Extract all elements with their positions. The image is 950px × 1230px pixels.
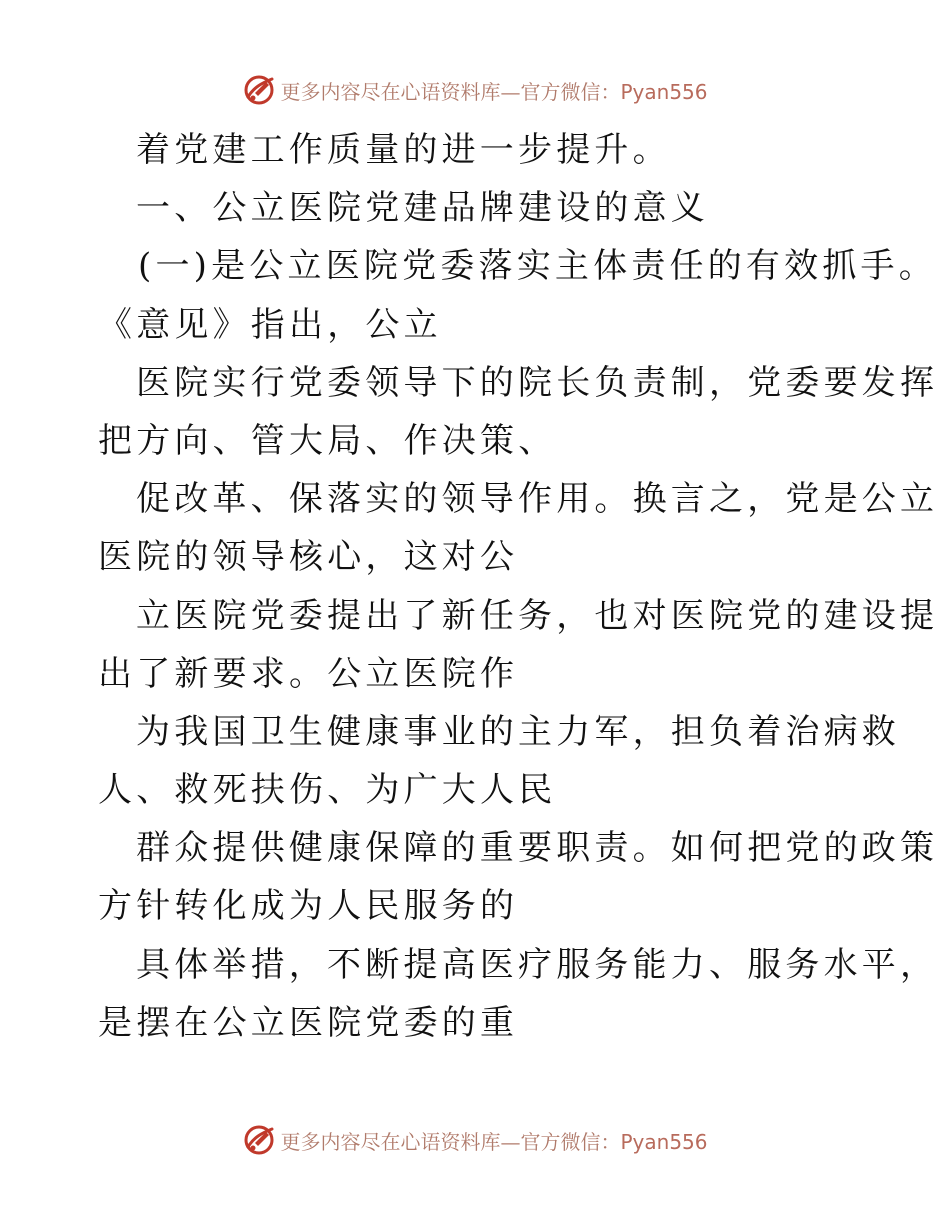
paragraph-line: 医院实行党委领导下的院长负责制，党委要发挥 — [136, 362, 939, 403]
paragraph-line: 着党建工作质量的进一步提升。 — [136, 130, 671, 170]
paragraph-line: 为我国卫生健康事业的主力军，担负着治病救 — [136, 711, 900, 752]
paragraph-line: 人、救死扶伤、为广大人民 — [98, 770, 557, 811]
paragraph-line: 是摆在公立医院党委的重 — [98, 1002, 519, 1043]
paragraph-line: 医院的领导核心，这对公 — [98, 537, 519, 578]
brush-logo-icon — [242, 73, 276, 107]
section-heading: 一、公立医院党建品牌建设的意义 — [136, 188, 709, 229]
header-watermark — [0, 70, 950, 110]
subsection-heading: (一)是公立医院党委落实主体责任的有效抓手。 — [138, 246, 937, 287]
paragraph-line: 群众提供健康保障的重要职责。如何把党的政策 — [136, 828, 939, 869]
paragraph-line: 把方向、管大局、作决策、 — [98, 420, 557, 461]
paragraph-line: 方针转化成为人民服务的 — [98, 886, 519, 927]
watermark-id: Pyan556 — [620, 79, 708, 104]
document-body — [98, 121, 939, 1052]
paragraph-line: 《意见》指出，公立 — [98, 304, 442, 345]
watermark-text: 更多内容尽在心语资料库—官方微信：Pyan556 — [280, 1129, 708, 1154]
watermark-id: Pyan556 — [620, 1129, 708, 1154]
paragraph-line: 出了新要求。公立医院作 — [98, 653, 519, 694]
footer-watermark — [0, 1120, 950, 1160]
paragraph-line: 立医院党委提出了新任务，也对医院党的建设提 — [136, 595, 939, 636]
paragraph-line: 促改革、保落实的领导作用。换言之，党是公立 — [136, 479, 939, 520]
paragraph-line: 具体举措，不断提高医疗服务能力、服务水平， — [136, 944, 939, 985]
watermark-text: 更多内容尽在心语资料库—官方微信：Pyan556 — [280, 79, 708, 104]
brush-logo-icon — [242, 1123, 276, 1157]
